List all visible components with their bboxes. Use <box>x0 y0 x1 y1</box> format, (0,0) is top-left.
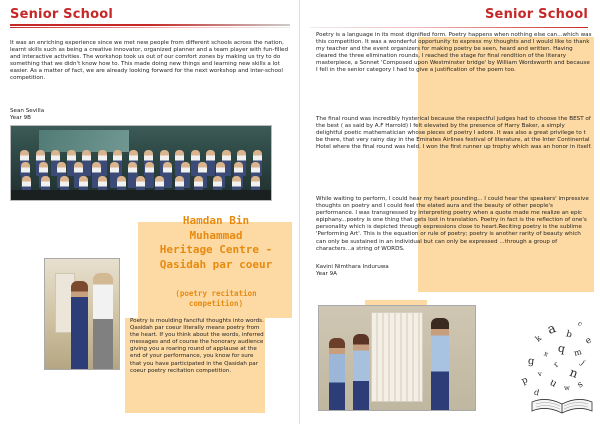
photo-student-3 <box>431 318 449 410</box>
decor-letter: d <box>532 387 541 398</box>
left-section-header: Senior School <box>10 7 114 22</box>
hamdan-body-text: Poetry is moulding fanciful thoughts into words. Qasidah par coeur literally means poetry from the heart. If you think about the words, inferred messages and of course the honorary audience giving you a roaring round of applause at the end of your performance, you know for sure that you have participated in the Qasidah par coeur poetry recitation competition. <box>130 318 264 374</box>
decor-letter: c <box>576 319 584 329</box>
decor-letter: p <box>520 375 530 387</box>
right-author-name: Kavini Nimthara Induruwa <box>316 264 389 270</box>
decor-letter: b <box>564 329 573 341</box>
hamdan-heading-line: Muhammad <box>189 228 243 242</box>
photo-floor <box>11 190 271 200</box>
right-author-signature <box>316 264 436 278</box>
decor-letter: k <box>533 333 544 344</box>
group-photo <box>10 125 272 201</box>
hamdan-heading-line: Qasidah par coeur <box>159 257 273 271</box>
right-paragraph-1: Poetry is a language in its most dignified form. Poetry happens when nothing else can...which was this competition. It was a wonderful opportunity to express my thoughts and I would like to thank my teacher and the event organizers for making poetry be seen, heard and written. Having cleared the three elimination rounds, I reached the stage for final rendition of the literary masterpiece, a Sonnet 'Composed upon Westminster bridge' by William Wordsworth and because I fell in the senior category I had to give a justification of the poem too. <box>316 32 592 74</box>
decor-letter: j <box>579 358 588 367</box>
decor-letter: q <box>556 341 567 356</box>
decor-letter: x <box>542 349 550 359</box>
decor-letter: a <box>545 321 559 338</box>
decor-letter: u <box>547 377 559 390</box>
photo-banner <box>39 130 129 152</box>
right-section-header: Senior School <box>484 7 588 22</box>
decor-letter: n <box>567 365 580 381</box>
left-author-signature <box>10 108 130 122</box>
decor-letter: v <box>537 369 543 379</box>
photo-person-student <box>71 281 88 369</box>
hamdan-subheading-line: competition) <box>188 298 244 308</box>
booth-photo <box>318 305 476 411</box>
hamdan-subheading-line: (poetry recitation <box>175 289 257 298</box>
decor-letter: r <box>551 359 561 370</box>
hamdan-heading-line: Hamdan Bin <box>182 214 250 227</box>
hamdan-heading-line: Heritage Centre - <box>159 243 273 256</box>
duo-photo <box>44 258 120 370</box>
left-author-name: Sean Sevilla <box>10 108 45 114</box>
open-book-icon <box>530 392 594 414</box>
right-header-rule <box>310 27 588 28</box>
photo-display-board <box>371 312 423 402</box>
left-author-year: Year 9B <box>10 115 32 121</box>
hamdan-heading <box>140 214 292 272</box>
decor-letter: e <box>583 335 594 347</box>
decor-letter: g <box>527 355 535 368</box>
highlight-box-right <box>418 37 594 292</box>
right-paragraph-3: While waiting to perform, I could hear my heart pounding... I could hear the speakers' impressive thoughts on poetry and I could feel the elated aura and the beauty of other people's performance. I was transgressed by interpreting poetry when a quote made me realize an epic epiphany...poetry is one thing that gets lost in translation. Poetry in fact is the reflection of one's personality which is depicted through expressions close to heart.Reciting poetry is the sublime 'Performing Art'. This is the equation or rule of poetry; poetry is another rarity of beauty which can only be sustained in an individual but can only be expressed ...through a group of characters...a string of WORDS. <box>316 196 589 252</box>
intro-paragraph-text: It was an enriching experience since we met new people from different schools across the nation, learnt skills such as being a creative innovator, organized planner and a team player with fun-filled and interactive activities. The workshop took us out of our comfort zones by making us try to do something that we didn't know how to. This made doing new things and learning new skills a lot easier. As a matter of fact, we are already looking forward for the next workshop and inter-school competition. <box>10 40 288 82</box>
decor-letter: m <box>572 347 583 358</box>
photo-student-2 <box>353 334 369 410</box>
hamdan-subheading <box>140 289 292 308</box>
hamdan-body <box>130 318 266 382</box>
photo-student-1 <box>329 338 345 410</box>
right-author-year: Year 9A <box>316 271 338 277</box>
decor-letter: w <box>563 383 571 393</box>
left-header-rule <box>10 27 290 28</box>
photo-person-adult <box>93 273 113 369</box>
decor-letter: s <box>575 379 586 391</box>
intro-paragraph <box>10 40 288 90</box>
right-paragraph-2: The final round was incredibly hysterical because the respectful judges had to choose the BEST of the best ( as said by A.F Harrold) I felt elevated by the presence of Harry Baker, a simply delightful poetic mathematician whose pieces of poetry I adore. It was also a great privilege to t be there, that very rainy day in the Emirates Airlines festival of literature, at the Inter Continental Hotel where the final round was held. I won the first runner up trophy which was an honor in itself. <box>316 116 592 151</box>
